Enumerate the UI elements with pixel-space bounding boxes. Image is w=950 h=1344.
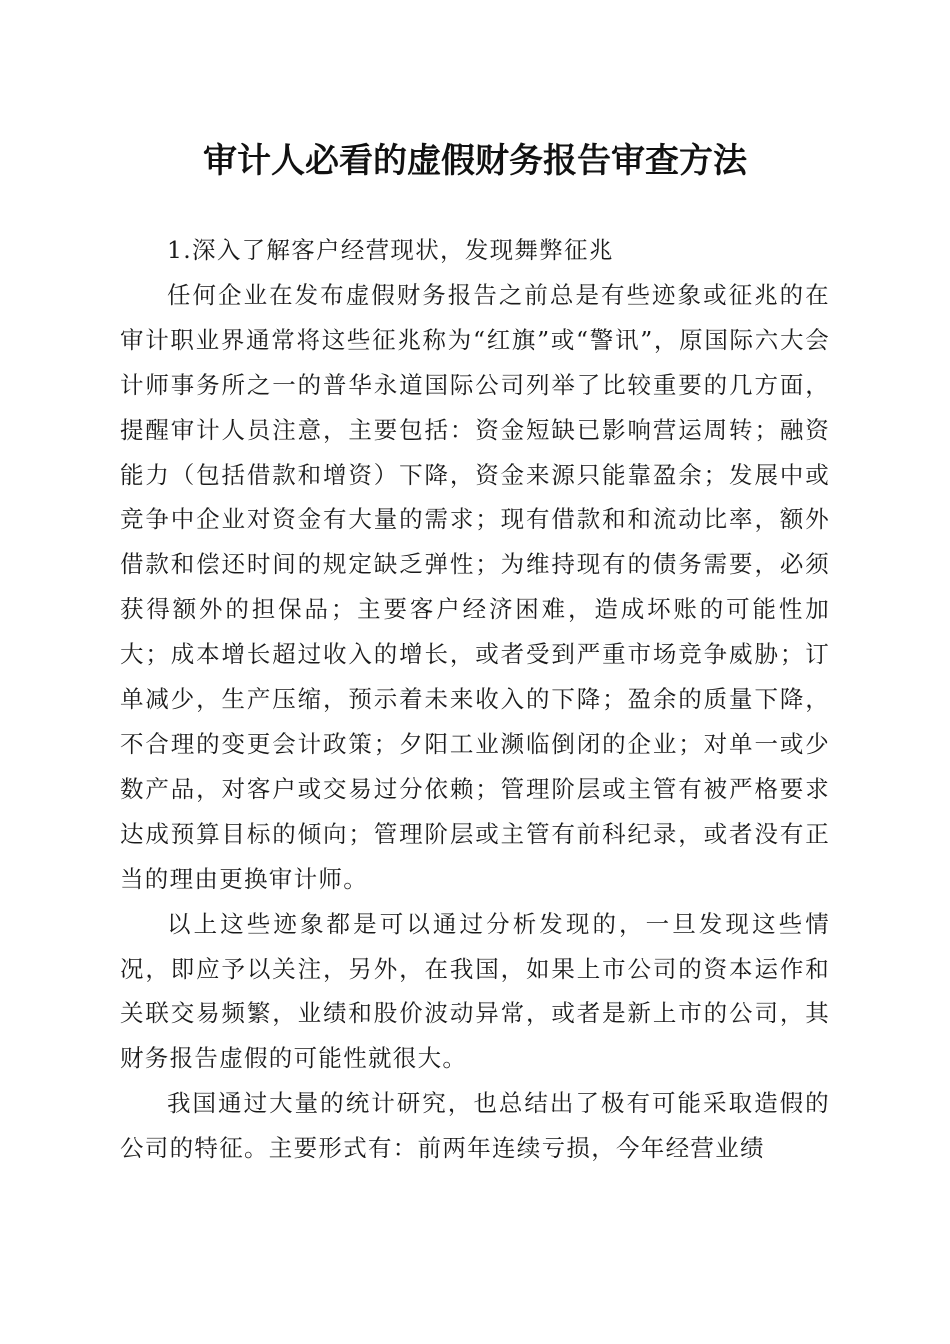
- document-title: 审计人必看的虚假财务报告审查方法: [203, 141, 747, 181]
- document-body: [120, 228, 830, 1171]
- paragraph-analysis: 以上这些迹象都是可以通过分析发现的，一旦发现这些情况，即应予以关注，另外，在我国，如果上市公司的资本运作和关联交易频繁，业绩和股价波动异常，或者是新上市的公司，其财务报告虚假的可能性就很大。: [120, 909, 830, 1073]
- paragraph-warning-signs: 任何企业在发布虚假财务报告之前总是有些迹象或征兆的在审计职业界通常将这些征兆称为“红旗”或“警讯”，原国际六大会计师事务所之一的普华永道国际公司列举了比较重要的几方面，提醒审计人员注意，主要包括：资金短缺已影响营运周转；融资能力（包括借款和增资）下降，资金来源只能靠盈余；发展中或竞争中企业对资金有大量的需求；现有借款和和流动比率，额外借款和偿还时间的规定缺乏弹性；为维持现有的债务需要，必须获得额外的担保品；主要客户经济困难，造成坏账的可能性加大；成本增长超过收入的增长，或者受到严重市场竞争威胁；订单减少，生产压缩，预示着未来收入的下降；盈余的质量下降，不合理的变更会计政策；夕阳工业濒临倒闭的企业；对单一或少数产品，对客户或交易过分依赖；管理阶层或主管有被严格要求达成预算目标的倾向；管理阶层或主管有前科纪录，或者没有正当的理由更换审计师。: [120, 280, 830, 893]
- paragraph-heading-1: 1.深入了解客户经营现状，发现舞弊征兆: [167, 236, 614, 264]
- paragraph-statistics: 我国通过大量的统计研究，也总结出了极有可能采取造假的公司的特征。主要形式有：前两年连续亏损，今年经营业绩: [120, 1089, 830, 1163]
